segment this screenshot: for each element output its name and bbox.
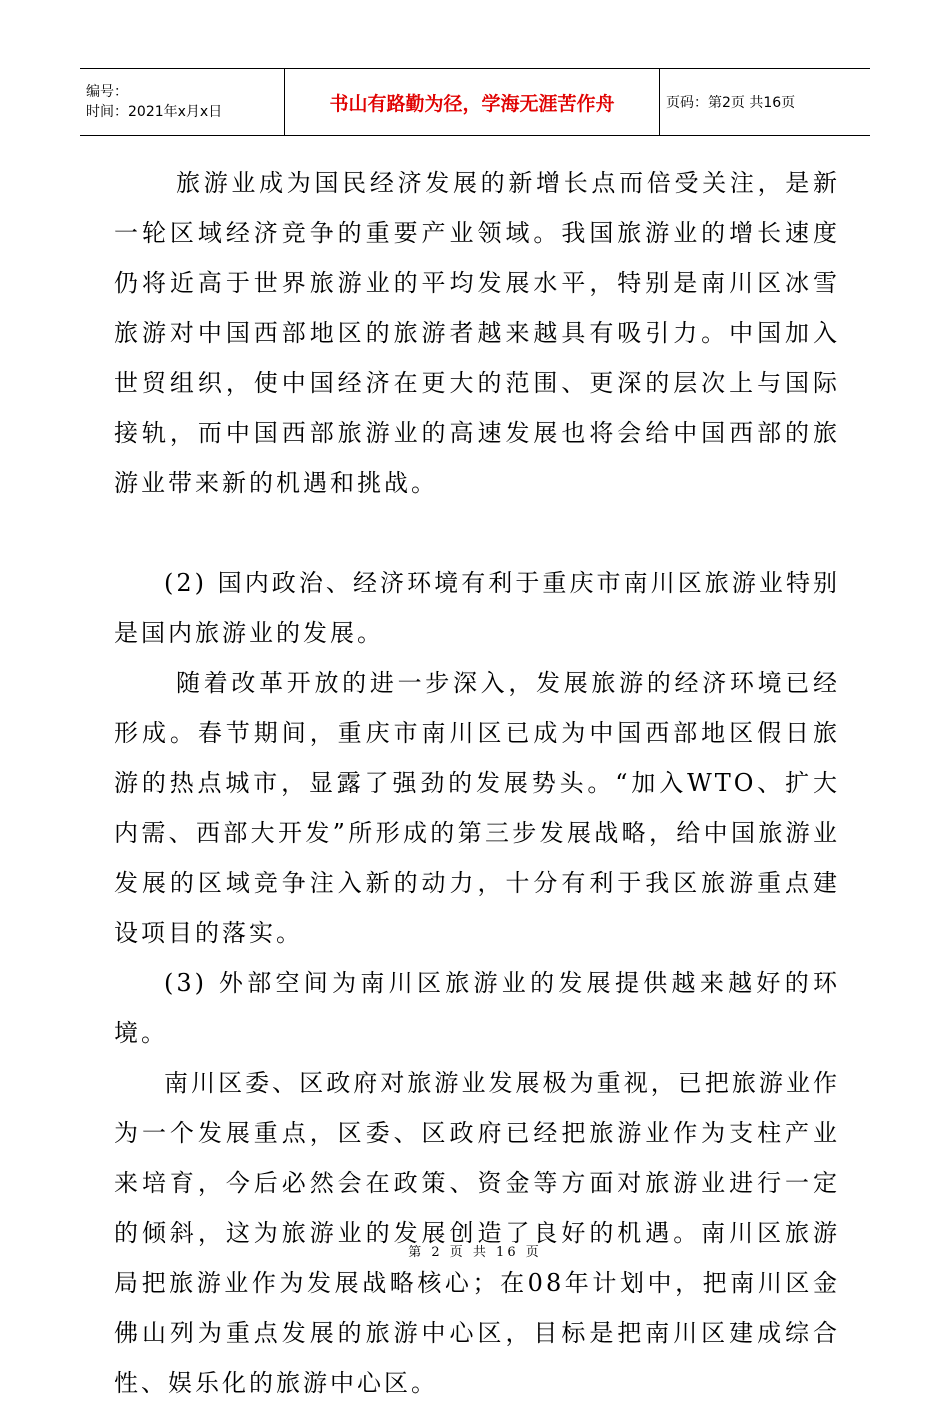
document-body	[114, 158, 840, 1408]
section-heading: (3) 外部空间为南川区旅游业的发展提供越来越好的环境。	[114, 969, 840, 1047]
page-code-text: 页码：第2页 共16页	[666, 95, 796, 111]
page-footer: 第 2 页 共 16 页	[408, 1245, 542, 1260]
section-heading: (2) 国内政治、经济环境有利于重庆市南川区旅游业特别是国内旅游业的发展。	[114, 569, 840, 647]
header-meta	[80, 69, 284, 135]
motto-text: 书山有路勤为径，学海无涯苦作舟	[329, 92, 615, 115]
paragraph: 南川区委、区政府对旅游业发展极为重视，已把旅游业作为一个发展重点，区委、区政府已经把旅游业作为支柱产业来培育，今后必然会在政策、资金等方面对旅游业进行一定的倾斜，这为旅游业的发展创造了良好的机遇。南川区旅游局把旅游业作为发展战略核心；在08年计划中，把南川区金佛山列为重点发展的旅游中心区，目标是把南川区建成综合性、娱乐化的旅游中心区。	[114, 1069, 840, 1397]
page-header	[80, 68, 870, 136]
header-motto	[284, 69, 660, 135]
document-time-label: 时间：2021年x月x日	[86, 104, 223, 120]
paragraph: 旅游业成为国民经济发展的新增长点而倍受关注，是新一轮区域经济竞争的重要产业领域。我国旅游业的增长速度仍将近高于世界旅游业的平均发展水平，特别是南川区冰雪旅游对中国西部地区的旅游者越来越具有吸引力。中国加入世贸组织，使中国经济在更大的范围、更深的层次上与国际接轨，而中国西部旅游业的高速发展也将会给中国西部的旅游业带来新的机遇和挑战。	[114, 169, 840, 497]
paragraph: 随着改革开放的进一步深入，发展旅游的经济环境已经形成。春节期间，重庆市南川区已成为中国西部地区假日旅游的热点城市，显露了强劲的发展势头。“加入WTO、扩大内需、西部大开发”所形成的第三步发展战略，给中国旅游业发展的区域竞争注入新的动力，十分有利于我区旅游重点建设项目的落实。	[114, 669, 840, 947]
document-number-label: 编号：	[86, 84, 128, 100]
paragraph-gap	[114, 508, 840, 558]
header-page-code	[660, 69, 870, 135]
